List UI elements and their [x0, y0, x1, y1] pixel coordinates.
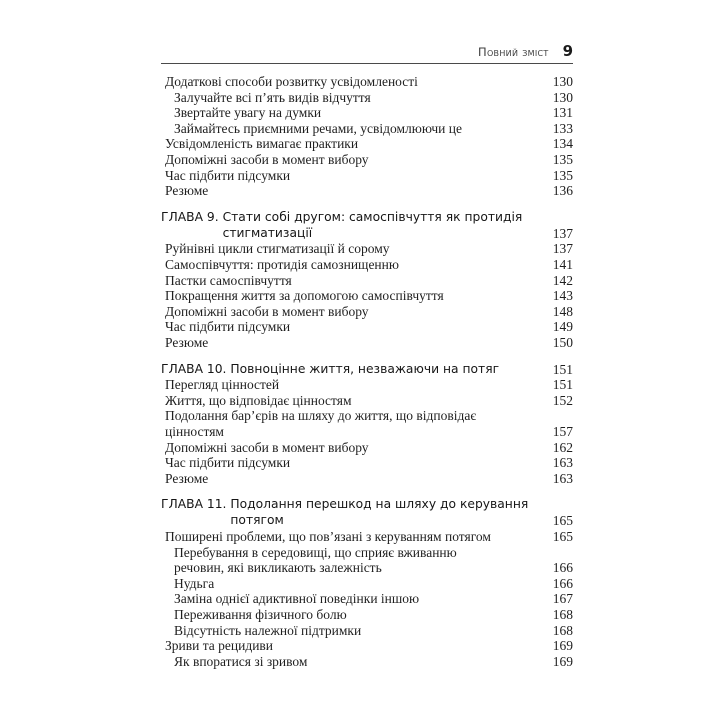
- entry-page-number: 136: [552, 183, 573, 199]
- entry-page-number: 149: [552, 319, 573, 335]
- entry-title: [161, 377, 545, 393]
- entry-title: [161, 591, 545, 607]
- entry-title-line: Самоспівчуття: протидія самознищенню: [165, 256, 399, 272]
- entry-page-number: 133: [552, 120, 573, 136]
- toc-entry: [161, 471, 573, 487]
- toc-entry: [161, 241, 573, 257]
- entry-title-line: Перебування в середовищі, що сприяє вживанню: [174, 544, 457, 560]
- entry-title-line: Резюме: [165, 334, 209, 350]
- chapter-title-line: Повноцінне життя, незважаючи на потяг: [230, 361, 500, 376]
- entry-title: [161, 529, 545, 545]
- toc-list: [161, 74, 573, 669]
- toc-entry: [161, 529, 573, 545]
- entry-title: [161, 497, 545, 529]
- entry-title: [161, 576, 545, 592]
- chapter-title-line: потягом: [230, 513, 284, 528]
- entry-title: [161, 638, 545, 654]
- entry-title: [161, 393, 545, 409]
- entry-title-line: Усвідомленість вимагає практики: [165, 136, 359, 152]
- entry-title-line: Руйнівні цикли стигматизації й сорому: [165, 241, 390, 257]
- entry-title: [161, 273, 545, 289]
- entry-title: [161, 362, 545, 378]
- entry-title-line: Поширені проблеми, що пов’язані з керуванням потягом: [165, 529, 491, 545]
- entry-title: [161, 545, 545, 576]
- toc-chapter-entry: [161, 497, 573, 529]
- entry-title: [161, 440, 545, 456]
- entry-title: [161, 74, 545, 90]
- entry-title: [161, 471, 545, 487]
- entry-title-line: Переживання фізичного болю: [174, 607, 347, 623]
- entry-title-line: Допоміжні засоби в момент вибору: [165, 439, 369, 455]
- entry-page-number: 163: [552, 455, 573, 471]
- entry-page-number: 169: [552, 638, 573, 654]
- entry-title-line: цінностям: [165, 424, 224, 440]
- entry-page-number: 137: [552, 241, 573, 257]
- entry-page-number: 152: [552, 392, 573, 408]
- entry-title: [161, 136, 545, 152]
- entry-page-number: 166: [552, 560, 573, 576]
- entry-title: [161, 319, 545, 335]
- entry-page-number: 150: [552, 334, 573, 350]
- toc-entry: [161, 654, 573, 670]
- entry-title-line: Заміна однієї адиктивної поведінки іншою: [174, 591, 420, 607]
- toc-entry: [161, 591, 573, 607]
- entry-title-line: Зриви та рецидиви: [165, 638, 274, 654]
- entry-title: [161, 408, 545, 439]
- entry-title: [161, 168, 545, 184]
- entry-title-line: Пастки самоспівчуття: [165, 272, 292, 288]
- entry-title: [161, 304, 545, 320]
- toc-entry: [161, 408, 573, 439]
- entry-page-number: 135: [552, 151, 573, 167]
- toc-entry: [161, 393, 573, 409]
- toc-chapter-entry: [161, 210, 573, 242]
- entry-title-line: Час підбити підсумки: [165, 455, 291, 471]
- entry-page-number: 166: [552, 575, 573, 591]
- toc-entry: [161, 304, 573, 320]
- entry-title-line: Допоміжні засоби в момент вибору: [165, 303, 369, 319]
- entry-title-line: Резюме: [165, 470, 209, 486]
- entry-page-number: 143: [552, 288, 573, 304]
- toc-entry: [161, 319, 573, 335]
- chapter-title-line: Подолання перешкод на шляху до керування: [230, 497, 529, 512]
- page-number: 9: [562, 42, 573, 60]
- toc-entry: [161, 105, 573, 121]
- entry-title-line: Звертайте увагу на думки: [174, 105, 322, 121]
- entry-page-number: 135: [552, 167, 573, 183]
- entry-page-number: 141: [552, 256, 573, 272]
- toc-entry: [161, 607, 573, 623]
- toc-entry: [161, 455, 573, 471]
- entry-title: [161, 257, 545, 273]
- entry-title: [161, 210, 545, 242]
- toc-entry: [161, 576, 573, 592]
- entry-page-number: 137: [552, 225, 573, 241]
- chapter-title-line: Стати собі другом: самоспівчуття як протидія: [222, 209, 523, 224]
- entry-page-number: 131: [552, 105, 573, 121]
- entry-title-line: Залучайте всі п’ять видів відчуття: [174, 89, 371, 105]
- entry-page-number: 148: [552, 303, 573, 319]
- toc-entry: [161, 257, 573, 273]
- toc-entry: [161, 74, 573, 90]
- toc-entry: [161, 288, 573, 304]
- entry-title: [161, 183, 545, 199]
- toc-entry: [161, 152, 573, 168]
- toc-entry: [161, 335, 573, 351]
- entry-title-line: Нудьга: [174, 575, 215, 591]
- entry-page-number: 165: [552, 529, 573, 545]
- entry-title-line: Допоміжні засоби в момент вибору: [165, 151, 369, 167]
- entry-page-number: 162: [552, 439, 573, 455]
- toc-entry: [161, 121, 573, 137]
- entry-page-number: 163: [552, 470, 573, 486]
- entry-page-number: 151: [552, 361, 573, 377]
- toc-entry: [161, 168, 573, 184]
- entry-page-number: 169: [552, 653, 573, 669]
- entry-title-line: Перегляд цінностей: [165, 377, 280, 393]
- entry-title-line: Як впоратися зі зривом: [174, 653, 308, 669]
- entry-page-number: 142: [552, 272, 573, 288]
- entry-title-line: Резюме: [165, 183, 209, 199]
- entry-title: [161, 105, 545, 121]
- entry-title: [161, 241, 545, 257]
- entry-title-line: Час підбити підсумки: [165, 167, 291, 183]
- entry-title-line: Життя, що відповідає цінностям: [165, 392, 352, 408]
- entry-page-number: 167: [552, 591, 573, 607]
- entry-page-number: 130: [552, 89, 573, 105]
- entry-page-number: 168: [552, 607, 573, 623]
- toc-entry: [161, 545, 573, 576]
- entry-title-line: речовин, які викликають залежність: [174, 560, 382, 576]
- entry-page-number: 168: [552, 622, 573, 638]
- entry-title: [161, 623, 545, 639]
- chapter-label: ГЛАВА 10.: [161, 361, 231, 376]
- book-page: [161, 42, 573, 669]
- page-header: [161, 42, 573, 64]
- toc-entry: [161, 273, 573, 289]
- entry-page-number: 130: [552, 74, 573, 89]
- toc-entry: [161, 90, 573, 106]
- entry-title-line: Час підбити підсумки: [165, 319, 291, 335]
- chapter-title-line: стигматизації: [222, 225, 313, 240]
- toc-entry: [161, 638, 573, 654]
- toc-entry: [161, 377, 573, 393]
- entry-page-number: 151: [552, 377, 573, 393]
- chapter-label: ГЛАВА 11.: [161, 497, 231, 512]
- entry-title: [161, 121, 545, 137]
- entry-title-line: Покращення життя за допомогою самоспівчуття: [165, 288, 444, 304]
- chapter-label: ГЛАВА 9.: [161, 209, 223, 224]
- toc-entry: [161, 623, 573, 639]
- toc-chapter-entry: [161, 362, 573, 378]
- entry-title-line: Займайтесь приємними речами, усвідомлюючи це: [174, 120, 463, 136]
- entry-title-line: Подолання бар’єрів на шляху до життя, що відповідає: [165, 408, 477, 424]
- toc-entry: [161, 136, 573, 152]
- entry-title: [161, 90, 545, 106]
- entry-title: [161, 152, 545, 168]
- entry-title: [161, 288, 545, 304]
- entry-page-number: 157: [552, 424, 573, 440]
- entry-title: [161, 654, 545, 670]
- entry-title-line: Відсутність належної підтримки: [174, 622, 362, 638]
- toc-entry: [161, 440, 573, 456]
- entry-title: [161, 335, 545, 351]
- running-title: Повний зміст: [478, 45, 549, 59]
- entry-title-line: Додаткові способи розвитку усвідомленості: [165, 74, 418, 89]
- entry-title: [161, 455, 545, 471]
- entry-title: [161, 607, 545, 623]
- toc-entry: [161, 183, 573, 199]
- entry-page-number: 165: [552, 513, 573, 529]
- entry-page-number: 134: [552, 136, 573, 152]
